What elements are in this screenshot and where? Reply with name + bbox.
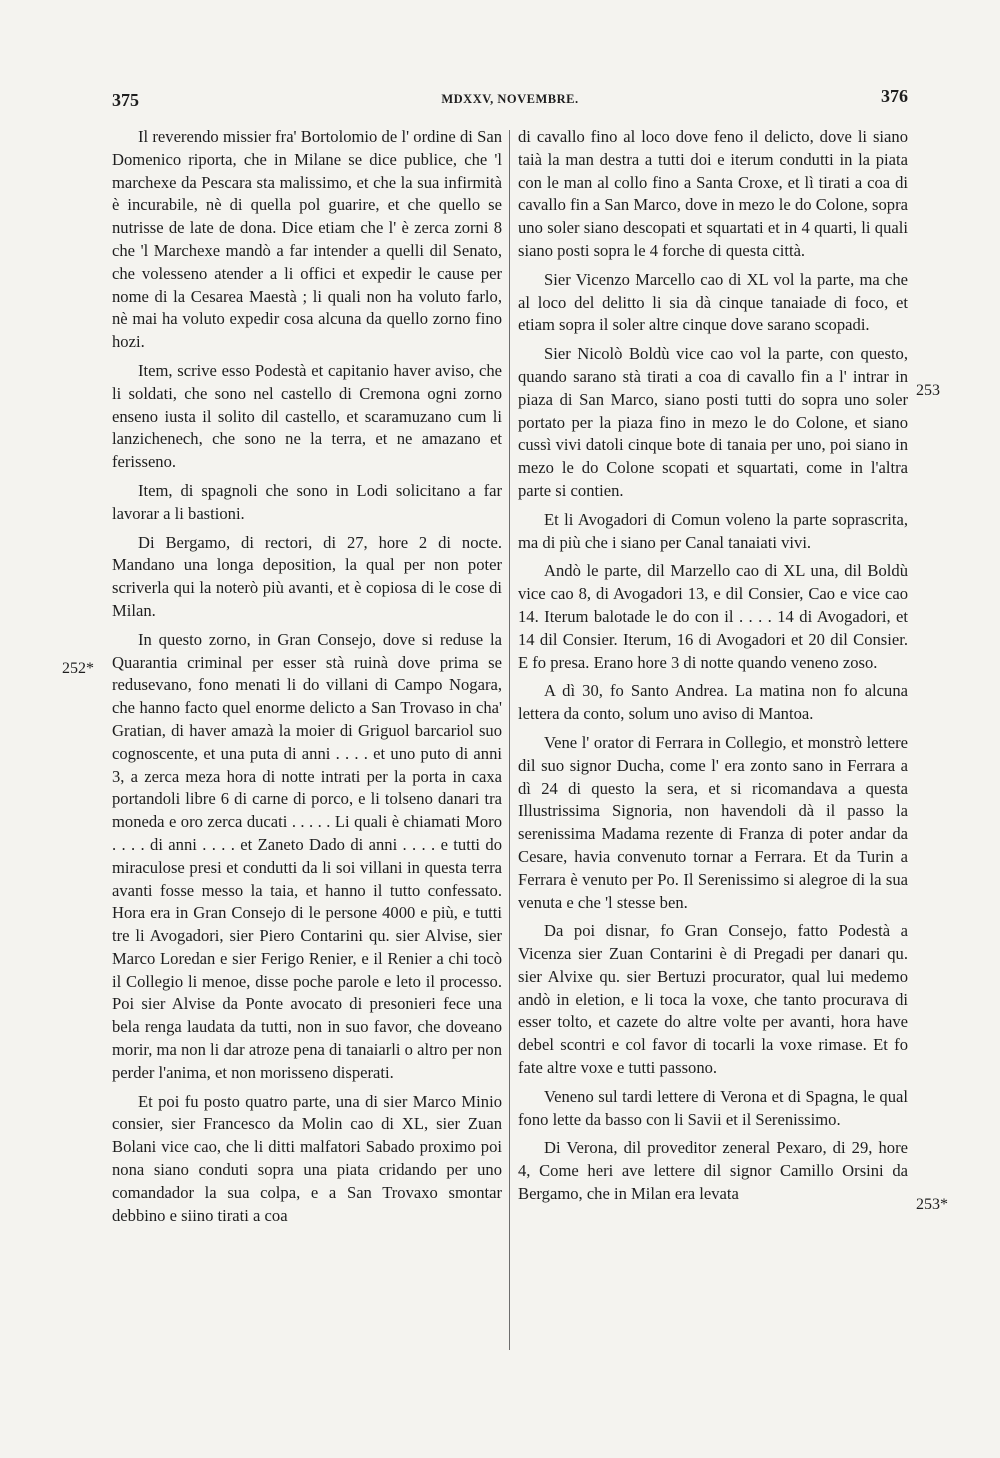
paragraph: Veneno sul tardi lettere di Verona et di Spagna, le qual fono lette da basso con li Savii et il Serenissimo.	[518, 1086, 908, 1129]
margin-note-253-star: 253*	[916, 1196, 948, 1213]
paragraph: Item, scrive esso Podestà et capitanio haver aviso, che li soldati, che sono nel castello di Cremona ogni zorno enseno iusta il solito dil castello, et scaramuzano cum li lanzichenech, che sono ne la terra, et ne amazano et ferisseno.	[112, 360, 502, 472]
page-number-right: 376	[881, 86, 908, 106]
paragraph: Item, di spagnoli che sono in Lodi solicitano a far lavorar a li bastioni.	[112, 480, 502, 523]
paragraph: Di Bergamo, di rectori, di 27, hore 2 di nocte. Mandano una longa deposition, la qual per non poter scriverla qui la noterò più avanti, et è copiosa di le cose di Milan.	[112, 532, 502, 620]
page-header	[112, 86, 908, 116]
paragraph: Sier Vicenzo Marcello cao di XL vol la parte, ma che al loco del delitto li sia dà cinque tanaiade di foco, et etiam sopra il soler altre cinque dove sarano scopadi.	[518, 269, 908, 335]
paragraph: Di Verona, dil proveditor zeneral Pexaro, di 29, hore 4, Come heri ave lettere dil signor Camillo Orsini da Bergamo, che in Milan era levata	[518, 1138, 908, 1204]
paragraph: Sier Nicolò Boldù vice cao vol la parte, con questo, quando sarano stà tirati a coa di cavallo fin a l' intrar in piaza di San Marco, siano posti tutti do sopra uno soler portato per la piaza fino in mezo le do Colone, et siano cussì vivi datoli cinque bote di tanaia per uno, poi siano in mezo le do Colone scopati et squartati, come in l'altra parte si contien.	[518, 344, 908, 500]
paragraph: A dì 30, fo Santo Andrea. La matina non fo alcuna lettera da conto, solum uno aviso di Mantoa.	[518, 681, 908, 724]
paragraph: Il reverendo missier fra' Bortolomio de l' ordine di San Domenico riporta, che in Milane se dice publice, che 'l marchexe da Pescara sta malissimo, et che la sua infirmità è incurabile, nè di quella pol guarire, et che quello se nutrisse de late de dona. Dice etiam che l' è zerca zorni 8 che 'l Marchexe mandò a far intender a quelli dil Senato, che volesseno atender a li offici et expedir le cause per nome di la Cesarea Maestà ; li quali non ha voluto farlo, nè mai ha voluto expedir cosa alcuna da quello zorno fino hozi.	[112, 127, 502, 352]
paragraph: Da poi disnar, fo Gran Consejo, fatto Podestà a Vicenza sier Zuan Contarini è di Pregadi per danari qu. sier Alvixe qu. sier Bertuzi procurator, qual lui medemo andò in eletion, e li toca la voxe, che tanto procurava di esser tolto, et cazete do altre volte per avanti, hora have debel scontri e col favor di tocarli la voxe rimase. Et fo fate altre voxe e tutti passono.	[518, 921, 908, 1078]
paragraph: Andò le parte, dil Marzello cao di XL una, dil Boldù vice cao 8, di Avogadori 13, e dil Consier, Cao e vice cao 14. Iterum balotade le do con il . . . . 14 di Avogadori, et 14 dil Consier. Iterum, 16 di Avogadori et 20 dil Consier. E fo presa. Erano hore 3 di notte quando veneno zoso.	[518, 561, 908, 672]
margin-note-253: 253	[916, 382, 940, 399]
margin-note-252: 252*	[62, 660, 94, 677]
page-number-left: 375	[112, 90, 139, 110]
column-divider	[509, 130, 510, 1350]
left-column	[112, 126, 502, 1233]
running-title: MDXXV, NOVEMBRE.	[441, 92, 579, 106]
paragraph: Et li Avogadori di Comun voleno la parte soprascrita, ma di più che i siano per Canal tanaiati vivi.	[518, 509, 908, 552]
paragraph: In questo zorno, in Gran Consejo, dove si reduse la Quarantia criminal per esser stà ruinà dove prima se redusevano, fono menati li do villani di Campo Nogara, che hanno facto quel enorme delicto a San Trovaso in cha' Gratian, di haver amazà la moier di Griguol barcariol suo cognoscente, et una puta di anni . . . . et uno puto di anni 3, a zerca meza hora di notte intrati per la porta in caxa portandoli libre 6 di carne di porco, e li tolseno danari tra moneda e oro zerca ducati . . . . . Li quali è chiamati Moro . . . . di anni . . . . et Zaneto Dado di anni . . . . e tutti do miraculose presi et condutti da li soi villani in questa terra avanti fosse messo la taia, et hanno il tutto confessato. Hora era in Gran Consejo di le persone 4000 e più, e tutti tre li Avogadori, sier Piero Contarini qu. sier Alvise, sier Marco Loredan e sier Ferigo Renier, e il Renier a chi tocò il Collegio li menoe, disse poche parole e leto il processo. Poi sier Alvise da Ponte avocato di presonieri fece una bela renga laudata da tutti, non in suo favor, che doveano morir, ma non li dar atroze pena di tanaiarli o altro per non perder l'anima, et non morisseno disperati.	[112, 629, 502, 1082]
paragraph: Et poi fu posto quatro parte, una di sier Marco Minio consier, sier Francesco da Molin cao di XL, sier Zuan Bolani vice cao, che li ditti malfatori Sabado proximo poi nona siano conduti sopra una piata cridando per uno comandador la sua colpa, e a San Trovaxo smontar debbino e siino tirati a coa	[112, 1091, 502, 1225]
right-column	[518, 126, 908, 1212]
paragraph: di cavallo fino al loco dove feno il delicto, dove li siano taià la man destra a tutti doi e iterum condutti in la piata con le man al collo fino a Santa Croxe, et lì tirati a coa di cavallo fin a San Marco, dove in mezo le do Colone, sopra uno soler siano descopati et squartati et in 4 quarti, li quali siano posti sopra le 4 forche di questa città.	[518, 127, 908, 260]
paragraph: Vene l' orator di Ferrara in Collegio, et monstrò lettere dil suo signor Ducha, come l' era zonto sano in Ferrara a dì 24 di questo la sera, et si ricomandava a questa Illustrissima Signoria, non havendoli dà il passo la serenissima Madama rezente di Franza di poter andar da Cesare, havia convenuto tornar a Ferrara. Et da Turin a Ferrara è venuto per Po. Il Serenissimo si alegroe di la sua venuta e che 'l stesse ben.	[518, 732, 908, 912]
